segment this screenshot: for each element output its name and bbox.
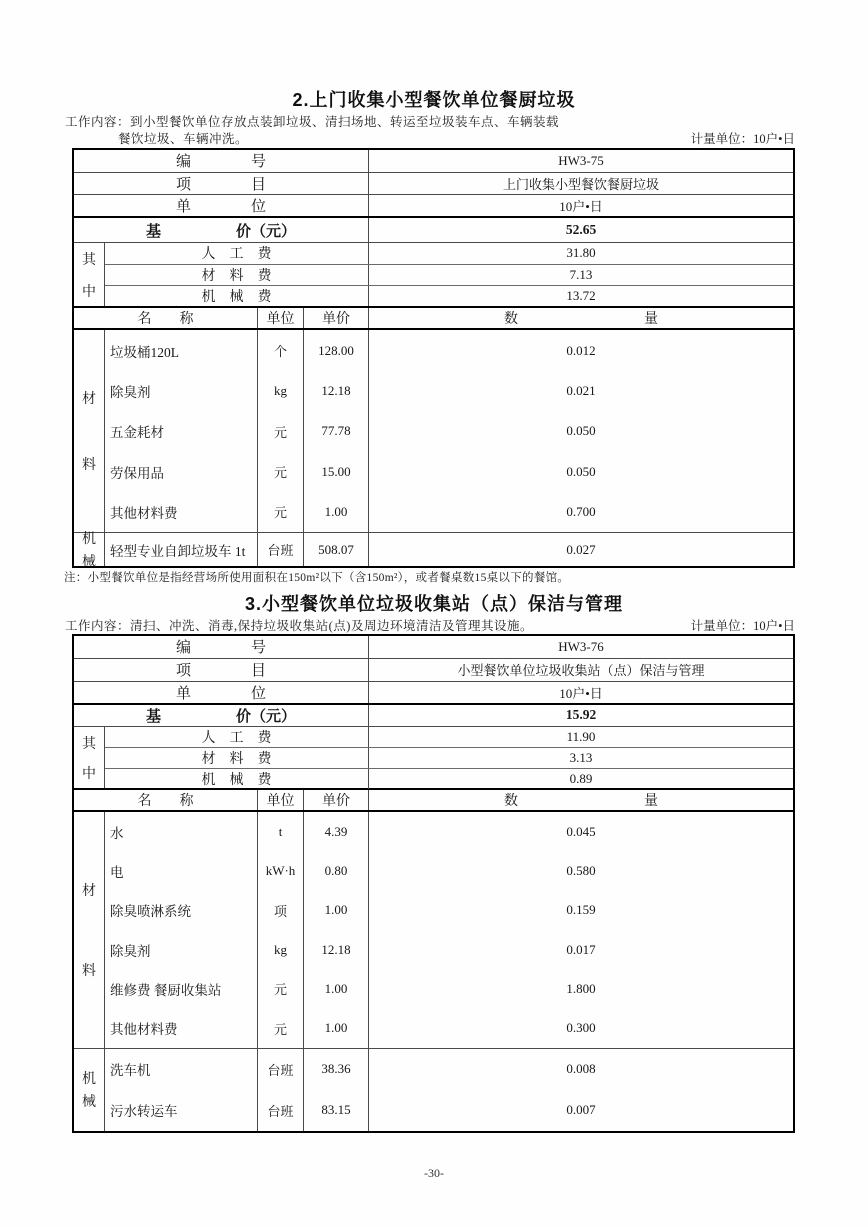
machine-item-row — [105, 1090, 793, 1131]
material-fee-label: 材 料 费 — [105, 265, 369, 285]
section-1-measure-unit: 计量单位：10户•日 — [690, 132, 795, 146]
materials-section-label — [74, 812, 105, 1048]
material-name: 劳保用品 — [105, 451, 258, 491]
material-name: 除臭剂 — [105, 930, 258, 969]
header-quantity: 数 量 — [504, 312, 658, 328]
machine-fee-row — [105, 769, 793, 789]
among-label — [74, 727, 105, 788]
labor-fee-value: 11.90 — [566, 729, 596, 745]
material-quantity: 0.159 — [566, 902, 596, 918]
code-label: 编 号 — [74, 150, 369, 172]
material-name: 其他材料费 — [105, 1009, 258, 1048]
material-quantity: 0.050 — [566, 423, 596, 439]
code-label: 编 号 — [74, 636, 369, 658]
among-char-bottom: 中 — [82, 284, 96, 300]
section-1-title: 2.上门收集小型餐饮单位餐厨垃圾 — [292, 90, 576, 110]
section-1-footnote: 注：小型餐饮单位是指经营场所使用面积在150m²以下（含150m²），或者餐桌数15桌以下的餐馆。 — [64, 572, 570, 584]
material-quantity: 0.021 — [566, 382, 596, 398]
materials-section-label — [74, 330, 105, 532]
material-unit: 元 — [258, 492, 304, 532]
materials-section — [74, 812, 793, 1049]
material-fee-row — [105, 265, 793, 286]
material-name: 电 — [105, 852, 258, 891]
material-unit: 元 — [258, 1009, 304, 1048]
price-table-hw3-75 — [72, 148, 795, 568]
item-value: 上门收集小型餐饮餐厨垃圾 — [502, 177, 659, 193]
materials-section — [74, 330, 793, 533]
item-label: 项 目 — [74, 173, 369, 195]
materials-char-2: 料 — [82, 458, 96, 474]
material-price: 15.00 — [304, 451, 369, 491]
material-item-row — [105, 930, 793, 969]
material-item-row — [105, 492, 793, 532]
materials-rows — [105, 812, 793, 1048]
fee-rows — [105, 727, 793, 788]
material-unit: t — [258, 812, 304, 851]
material-name: 水 — [105, 812, 258, 851]
labor-fee-label: 人 工 费 — [105, 727, 369, 747]
material-fee-value: 3.13 — [569, 750, 593, 766]
column-header-row — [74, 308, 793, 330]
unit-row — [74, 195, 793, 218]
materials-char-2: 料 — [82, 964, 96, 980]
material-price: 1.00 — [304, 891, 369, 930]
code-row — [74, 150, 793, 173]
machine-name: 洗车机 — [105, 1049, 258, 1090]
material-price: 12.18 — [304, 930, 369, 969]
material-unit: kg — [258, 371, 304, 411]
material-item-row — [105, 812, 793, 851]
material-name: 除臭剂 — [105, 371, 258, 411]
machines-section-label — [74, 1049, 105, 1131]
material-name: 垃圾桶120L — [105, 330, 258, 370]
among-label — [74, 243, 105, 306]
material-item-row — [105, 852, 793, 891]
machine-price: 508.07 — [304, 533, 369, 566]
material-unit: kW·h — [258, 852, 304, 891]
price-table-hw3-76 — [72, 634, 795, 1133]
material-price: 12.18 — [304, 371, 369, 411]
machines-rows — [105, 533, 793, 566]
section-2-measure-unit: 计量单位：10户•日 — [690, 619, 795, 633]
material-name: 维修费 餐厨收集站 — [105, 969, 258, 1008]
header-unit: 单位 — [258, 308, 304, 328]
material-unit: kg — [258, 930, 304, 969]
machine-fee-label: 机 械 费 — [105, 769, 369, 789]
base-price-row — [74, 218, 793, 243]
machine-fee-row — [105, 286, 793, 306]
material-price: 1.00 — [304, 492, 369, 532]
labor-fee-row — [105, 243, 793, 264]
material-name: 其他材料费 — [105, 492, 258, 532]
machines-section — [74, 1049, 793, 1131]
base-price-value: 15.92 — [565, 707, 597, 723]
material-item-row — [105, 969, 793, 1008]
machine-price: 38.36 — [304, 1049, 369, 1090]
header-unit: 单位 — [258, 790, 304, 810]
section-2-title: 3.小型餐饮单位垃圾收集站（点）保洁与管理 — [244, 594, 623, 614]
among-char-top: 其 — [82, 736, 96, 752]
item-label: 项 目 — [74, 659, 369, 681]
machine-fee-value: 0.89 — [569, 771, 593, 787]
material-fee-value: 7.13 — [569, 266, 593, 282]
material-quantity: 0.580 — [566, 863, 596, 879]
code-row — [74, 636, 793, 659]
machine-unit: 台班 — [258, 533, 304, 566]
material-name: 除臭喷淋系统 — [105, 891, 258, 930]
material-quantity: 0.012 — [566, 342, 596, 358]
material-quantity: 0.045 — [566, 823, 596, 839]
fee-rows — [105, 243, 793, 306]
machine-quantity: 0.007 — [566, 1102, 596, 1118]
header-price: 单价 — [304, 790, 369, 810]
unit-label: 单 位 — [74, 682, 369, 703]
column-header-row — [74, 790, 793, 812]
code-value: HW3-75 — [558, 152, 604, 168]
item-value: 小型餐饮单位垃圾收集站（点）保洁与管理 — [457, 663, 705, 679]
material-price: 0.80 — [304, 852, 369, 891]
materials-char-1: 材 — [82, 392, 96, 408]
machines-char-1: 机 — [82, 532, 96, 547]
machine-name: 污水转运车 — [105, 1090, 258, 1131]
item-row-header — [74, 173, 793, 196]
machine-fee-value: 13.72 — [566, 288, 596, 304]
labor-fee-label: 人 工 费 — [105, 243, 369, 263]
machines-char-2: 械 — [82, 1095, 96, 1111]
material-quantity: 0.700 — [566, 503, 596, 519]
among-char-top: 其 — [82, 252, 96, 268]
unit-value: 10户•日 — [559, 685, 603, 701]
base-price-label: 基 价（元） — [74, 705, 369, 727]
header-name: 名 称 — [74, 308, 258, 328]
among-char-bottom: 中 — [82, 767, 96, 783]
material-unit: 个 — [258, 330, 304, 370]
machine-price: 83.15 — [304, 1090, 369, 1131]
unit-value: 10户•日 — [559, 199, 603, 215]
material-unit: 元 — [258, 451, 304, 491]
material-price: 77.78 — [304, 411, 369, 451]
materials-rows — [105, 330, 793, 532]
section-1-work-content-line-2: 餐饮垃圾、车辆冲洗。 — [118, 132, 249, 146]
material-item-row — [105, 330, 793, 370]
fee-breakdown-block — [74, 727, 793, 790]
machine-unit: 台班 — [258, 1049, 304, 1090]
machine-unit: 台班 — [258, 1090, 304, 1131]
section-1-work-content-line-1: 工作内容：到小型餐饮单位存放点装卸垃圾、清扫场地、转运至垃圾装车点、车辆装载 — [65, 115, 560, 129]
material-price: 1.00 — [304, 1009, 369, 1048]
machines-rows — [105, 1049, 793, 1131]
material-price: 1.00 — [304, 969, 369, 1008]
material-fee-label: 材 料 费 — [105, 748, 369, 768]
machine-quantity: 0.027 — [566, 541, 596, 557]
material-name: 五金耗材 — [105, 411, 258, 451]
page-number: -30- — [424, 1166, 444, 1180]
material-quantity: 1.800 — [566, 980, 596, 996]
base-price-value: 52.65 — [565, 222, 597, 238]
labor-fee-value: 31.80 — [566, 245, 596, 261]
base-price-row — [74, 705, 793, 728]
material-quantity: 0.050 — [566, 463, 596, 479]
machines-section — [74, 532, 793, 570]
code-value: HW3-76 — [558, 638, 604, 654]
machine-name: 轻型专业自卸垃圾车 1t — [105, 533, 258, 566]
unit-label: 单 位 — [74, 195, 369, 216]
machines-char-1: 机 — [82, 1072, 96, 1088]
header-price: 单价 — [304, 308, 369, 328]
machines-char-2: 械 — [82, 555, 96, 570]
material-quantity: 0.300 — [566, 1020, 596, 1036]
machines-section-label — [74, 532, 105, 570]
material-quantity: 0.017 — [566, 941, 596, 957]
material-item-row — [105, 411, 793, 451]
material-unit: 元 — [258, 411, 304, 451]
machine-quantity: 0.008 — [566, 1061, 596, 1077]
item-row-header — [74, 659, 793, 682]
material-price: 128.00 — [304, 330, 369, 370]
material-unit: 项 — [258, 891, 304, 930]
section-2-work-content: 工作内容：清扫、冲洗、消毒,保持垃圾收集站(点)及周边环境清洁及管理其设施。 — [65, 619, 533, 633]
material-price: 4.39 — [304, 812, 369, 851]
fee-breakdown-block — [74, 243, 793, 308]
machine-item-row — [105, 1049, 793, 1090]
machine-item-row — [105, 533, 793, 566]
base-price-label: 基 价（元） — [74, 218, 369, 242]
labor-fee-row — [105, 727, 793, 748]
material-fee-row — [105, 748, 793, 769]
header-name: 名 称 — [74, 790, 258, 810]
unit-row — [74, 682, 793, 705]
material-item-row — [105, 891, 793, 930]
material-item-row — [105, 451, 793, 491]
material-item-row — [105, 1009, 793, 1048]
materials-char-1: 材 — [82, 884, 96, 900]
machine-fee-label: 机 械 费 — [105, 286, 369, 306]
material-item-row — [105, 371, 793, 411]
material-unit: 元 — [258, 969, 304, 1008]
header-quantity: 数 量 — [504, 794, 658, 810]
